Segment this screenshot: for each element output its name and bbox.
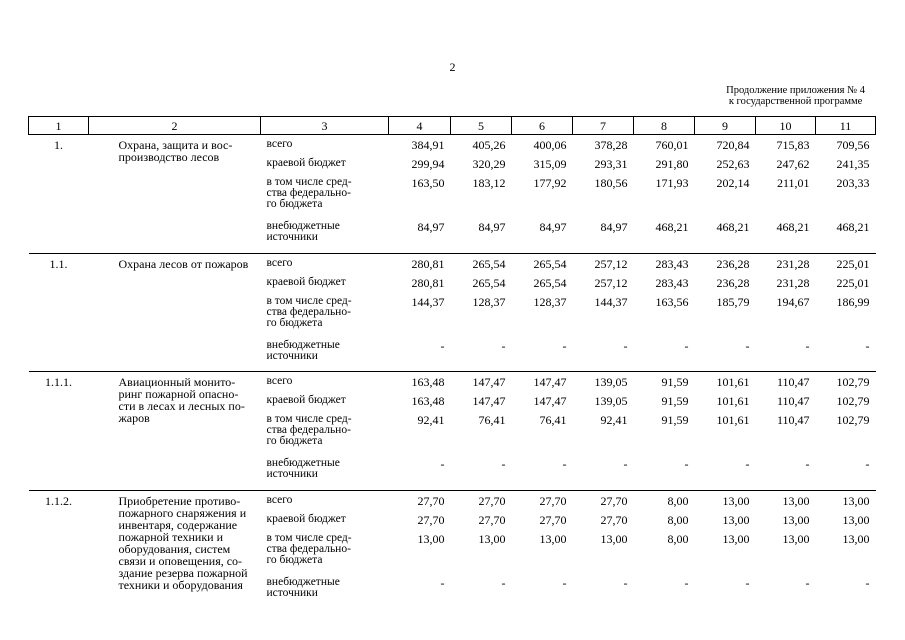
- value-cell: 13,00: [478, 531, 506, 546]
- value-cell: 147,47: [451, 372, 512, 392]
- value-cell: 144,37: [411, 294, 445, 309]
- row-index: 1.1.2.: [29, 490, 89, 609]
- value-cell: 236,28: [695, 253, 756, 273]
- table-row: [29, 253, 876, 273]
- value-cell: 147,47: [472, 394, 506, 408]
- value-cell: 320,29: [472, 157, 506, 171]
- column-header-11: 11: [816, 117, 876, 135]
- column-header-9: 9: [695, 117, 756, 135]
- value-cell: 247,62: [776, 157, 810, 171]
- value-cell: 202,14: [716, 176, 750, 190]
- column-header-3: 3: [261, 117, 389, 135]
- value-cell: 110,47: [776, 394, 810, 408]
- value-cell: 13,00: [722, 512, 750, 527]
- value-cell: 299,94: [411, 157, 445, 171]
- value-cell: 101,61: [695, 372, 756, 392]
- row-index: 1.1.: [29, 253, 89, 372]
- value-cell: 252,63: [716, 157, 750, 171]
- value-cell: 102,79: [836, 413, 870, 427]
- value-cell: -: [501, 338, 506, 353]
- funding-source: внебюджетные источники: [266, 457, 340, 480]
- value-cell: 13,00: [722, 531, 750, 546]
- value-cell: -: [745, 575, 750, 590]
- value-cell: 185,79: [716, 294, 750, 309]
- page-number: 2: [449, 60, 456, 74]
- value-cell: -: [562, 338, 567, 353]
- value-cell: 709,56: [816, 135, 876, 155]
- value-cell: 177,92: [533, 176, 567, 190]
- value-cell: 225,01: [836, 275, 870, 290]
- value-cell: 405,26: [451, 135, 512, 155]
- measure-name: Охрана лесов от пожаров: [89, 253, 261, 372]
- value-cell: 27,70: [512, 490, 573, 510]
- continuation-note: [726, 85, 865, 107]
- value-cell: 84,97: [600, 220, 628, 234]
- measure-name: Приобретение противо- пожарного снаряжения и инвентаря, содержание пожарной техники и оборудования, систем связи и оповещения, со- здание резерва пожарной техники и оборудования: [89, 490, 261, 609]
- funding-source: всего: [261, 253, 389, 273]
- value-cell: 110,47: [756, 372, 816, 392]
- value-cell: 180,56: [594, 176, 628, 190]
- value-cell: 236,28: [716, 275, 750, 290]
- value-cell: -: [745, 457, 750, 471]
- value-cell: 211,01: [776, 176, 810, 190]
- column-header-5: 5: [451, 117, 512, 135]
- value-cell: -: [745, 338, 750, 353]
- value-cell: 186,99: [836, 294, 870, 309]
- value-cell: -: [623, 457, 628, 471]
- value-cell: 265,54: [451, 253, 512, 273]
- value-cell: -: [805, 338, 810, 353]
- funding-source: внебюджетные источники: [266, 220, 340, 243]
- value-cell: -: [562, 457, 567, 471]
- value-cell: 265,54: [512, 253, 573, 273]
- value-cell: 760,01: [634, 135, 695, 155]
- value-cell: 194,67: [776, 294, 810, 309]
- value-cell: -: [623, 575, 628, 590]
- value-cell: -: [684, 457, 689, 471]
- value-cell: -: [501, 457, 506, 471]
- value-cell: 139,05: [594, 394, 628, 408]
- value-cell: 400,06: [512, 135, 573, 155]
- value-cell: 163,48: [389, 372, 451, 392]
- table-body: [29, 135, 876, 609]
- funding-source: в том числе сред- ства федерально- го бюджета: [266, 531, 352, 566]
- column-header-6: 6: [512, 117, 573, 135]
- value-cell: 76,41: [478, 413, 506, 427]
- value-cell: 291,80: [655, 157, 689, 171]
- value-cell: 110,47: [776, 413, 810, 427]
- value-cell: 13,00: [539, 531, 567, 546]
- funding-source: всего: [261, 135, 389, 155]
- funding-source: в том числе сред- ства федерально- го бюджета: [266, 294, 352, 329]
- row-index: 1.: [29, 135, 89, 254]
- value-cell: 13,00: [842, 531, 870, 546]
- value-cell: 183,12: [472, 176, 506, 190]
- value-cell: -: [501, 575, 506, 590]
- column-header-10: 10: [756, 117, 816, 135]
- value-cell: 27,70: [539, 512, 567, 527]
- funding-source: внебюджетные источники: [266, 338, 340, 362]
- row-index: 1.1.1.: [29, 372, 89, 491]
- value-cell: 13,00: [695, 490, 756, 510]
- funding-source: всего: [261, 490, 389, 510]
- value-cell: 231,28: [756, 253, 816, 273]
- value-cell: 128,37: [472, 294, 506, 309]
- value-cell: -: [623, 338, 628, 353]
- table-row: [29, 372, 876, 392]
- value-cell: 293,31: [594, 157, 628, 171]
- value-cell: 715,83: [756, 135, 816, 155]
- value-cell: 13,00: [842, 512, 870, 527]
- funding-source: краевой бюджет: [266, 512, 346, 525]
- value-cell: 128,37: [533, 294, 567, 309]
- value-cell: -: [440, 575, 445, 590]
- value-cell: 231,28: [776, 275, 810, 290]
- measure-name: Охрана, защита и вос- производство лесов: [89, 135, 261, 254]
- column-header-2: 2: [89, 117, 261, 135]
- value-cell: 257,12: [594, 275, 628, 290]
- value-cell: 13,00: [756, 490, 816, 510]
- table-row: [29, 490, 876, 510]
- value-cell: 163,56: [655, 294, 689, 309]
- value-cell: -: [865, 457, 870, 471]
- value-cell: 468,21: [776, 220, 810, 234]
- value-cell: 315,09: [533, 157, 567, 171]
- value-cell: -: [805, 575, 810, 590]
- value-cell: 84,97: [478, 220, 506, 234]
- value-cell: -: [440, 338, 445, 353]
- value-cell: 283,43: [634, 253, 695, 273]
- value-cell: 92,41: [417, 413, 445, 427]
- value-cell: 13,00: [417, 531, 445, 546]
- value-cell: 280,81: [389, 253, 451, 273]
- value-cell: 8,00: [634, 490, 695, 510]
- value-cell: -: [684, 338, 689, 353]
- value-cell: 27,70: [600, 512, 628, 527]
- value-cell: 91,59: [661, 394, 689, 408]
- value-cell: 13,00: [782, 531, 810, 546]
- value-cell: 91,59: [634, 372, 695, 392]
- value-cell: 203,33: [836, 176, 870, 190]
- value-cell: 144,37: [594, 294, 628, 309]
- value-cell: 147,47: [512, 372, 573, 392]
- value-cell: 171,93: [655, 176, 689, 190]
- column-header-4: 4: [389, 117, 451, 135]
- value-cell: 102,79: [816, 372, 876, 392]
- value-cell: 13,00: [816, 490, 876, 510]
- value-cell: 257,12: [573, 253, 634, 273]
- value-cell: 163,50: [411, 176, 445, 190]
- measure-name: Авиационный монито- ринг пожарной опасно- сти в лесах и лесных по- жаров: [89, 372, 261, 491]
- value-cell: 102,79: [836, 394, 870, 408]
- value-cell: 27,70: [478, 512, 506, 527]
- funding-source: внебюджетные источники: [266, 575, 340, 599]
- budget-table: [28, 116, 876, 609]
- continuation-line-1: Продолжение приложения № 4: [726, 85, 865, 96]
- funding-source: краевой бюджет: [266, 157, 346, 169]
- value-cell: 147,47: [533, 394, 567, 408]
- value-cell: 265,54: [533, 275, 567, 290]
- value-cell: 139,05: [573, 372, 634, 392]
- value-cell: 241,35: [836, 157, 870, 171]
- value-cell: 468,21: [836, 220, 870, 234]
- funding-source: краевой бюджет: [266, 275, 346, 288]
- value-cell: 8,00: [667, 512, 689, 527]
- value-cell: 8,00: [667, 531, 689, 546]
- value-cell: 384,91: [389, 135, 451, 155]
- value-cell: -: [562, 575, 567, 590]
- value-cell: 84,97: [417, 220, 445, 234]
- value-cell: 13,00: [600, 531, 628, 546]
- value-cell: 27,70: [417, 512, 445, 527]
- value-cell: 76,41: [539, 413, 567, 427]
- table-row: [29, 135, 876, 155]
- value-cell: 101,61: [716, 413, 750, 427]
- value-cell: 280,81: [411, 275, 445, 290]
- value-cell: 91,59: [661, 413, 689, 427]
- value-cell: 163,48: [411, 394, 445, 408]
- value-cell: 378,28: [573, 135, 634, 155]
- column-header-7: 7: [573, 117, 634, 135]
- value-cell: 27,70: [451, 490, 512, 510]
- value-cell: 225,01: [816, 253, 876, 273]
- column-header-8: 8: [634, 117, 695, 135]
- value-cell: 265,54: [472, 275, 506, 290]
- value-cell: -: [865, 338, 870, 353]
- value-cell: 27,70: [573, 490, 634, 510]
- header-row: [29, 117, 876, 135]
- value-cell: -: [684, 575, 689, 590]
- value-cell: 468,21: [655, 220, 689, 234]
- value-cell: 468,21: [716, 220, 750, 234]
- value-cell: 283,43: [655, 275, 689, 290]
- value-cell: 27,70: [389, 490, 451, 510]
- value-cell: 84,97: [539, 220, 567, 234]
- value-cell: -: [440, 457, 445, 471]
- continuation-line-2: к государственной программе: [728, 96, 863, 107]
- funding-source: всего: [261, 372, 389, 392]
- funding-source: в том числе сред- ства федерально- го бюджета: [266, 413, 352, 447]
- funding-source: в том числе сред- ства федерально- го бюджета: [266, 176, 352, 210]
- value-cell: -: [805, 457, 810, 471]
- value-cell: 720,84: [695, 135, 756, 155]
- value-cell: 13,00: [782, 512, 810, 527]
- value-cell: -: [865, 575, 870, 590]
- column-header-1: 1: [29, 117, 89, 135]
- value-cell: 101,61: [716, 394, 750, 408]
- value-cell: 92,41: [600, 413, 628, 427]
- funding-source: краевой бюджет: [266, 394, 346, 406]
